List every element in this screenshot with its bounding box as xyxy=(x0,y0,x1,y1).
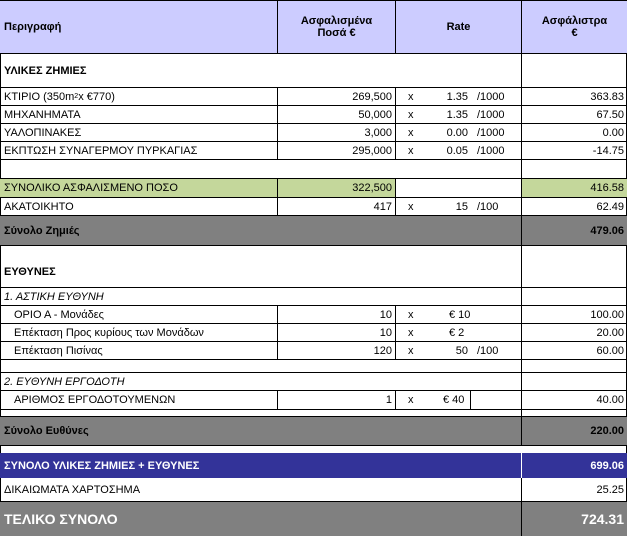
subtotal-liabilities-premium: 220.00 xyxy=(521,417,627,445)
row-x: x xyxy=(395,391,435,409)
row-rate: 15 xyxy=(455,200,468,213)
row-per xyxy=(471,324,521,341)
header-sums-line1: Ασφαλισμένα xyxy=(300,15,373,27)
row-sum: 50,000 xyxy=(277,106,395,123)
row-x: x xyxy=(395,88,435,105)
table-row xyxy=(0,124,627,142)
row-premium: 20.00 xyxy=(521,324,627,341)
table-row xyxy=(0,106,627,124)
row-premium: 0.00 xyxy=(521,124,627,141)
final-total-label: ΤΕΛΙΚΟ ΣΥΝΟΛΟ xyxy=(4,511,118,527)
subtotal-damages-label: Σύνολο Ζημιές xyxy=(4,224,80,237)
row-sum: 1 xyxy=(277,391,395,409)
row-sum: 10 xyxy=(277,324,395,341)
row-sum: 3,000 xyxy=(277,124,395,141)
row-per: /1000 xyxy=(477,144,505,157)
row-per: /1000 xyxy=(477,108,505,121)
header-description: Περιγραφή xyxy=(4,21,62,33)
row-per: /1000 xyxy=(477,90,505,103)
subtotal-damages-premium: 479.06 xyxy=(521,216,627,245)
subtotal-liabilities-label: Σύνολο Ευθύνες xyxy=(4,425,89,437)
desc-main: ΚΤΙΡΙΟ (350m xyxy=(4,90,75,103)
header-premium-line1: Ασφάλιστρα xyxy=(541,15,608,27)
row-sum: 417 xyxy=(277,198,395,215)
row-description: ΑΚΑΤΟΙΚΗΤΟ xyxy=(4,200,74,213)
row-x: x xyxy=(395,142,435,159)
header-rate: Rate xyxy=(395,1,521,53)
table-row xyxy=(0,391,627,410)
row-per: /1000 xyxy=(477,126,505,139)
spacer-row xyxy=(0,360,627,372)
row-x: x xyxy=(395,342,435,359)
total-insured-premium: 416.58 xyxy=(521,179,627,197)
total-insured-label: ΣΥΝΟΛΙΚΟ ΑΣΦΑΛΙΣΜΕΝΟ ΠΟΣΟ xyxy=(0,179,277,197)
row-rate: 1.35 xyxy=(446,90,468,103)
section-material-damage xyxy=(0,54,627,88)
stamp-duty-label: ΔΙΚΑΙΩΜΑΤΑ ΧΑΡΤΟΣΗΜΑ xyxy=(4,483,141,496)
row-description xyxy=(0,88,277,105)
subsection-civil xyxy=(0,288,627,306)
row-per: /100 xyxy=(477,344,499,357)
row-rate: € 2 xyxy=(449,326,465,339)
row-premium: 40.00 xyxy=(521,391,627,409)
header-premium-line2: € xyxy=(571,27,578,39)
row-per xyxy=(471,306,521,323)
row-rate: 50 xyxy=(455,344,468,357)
header-premium xyxy=(521,1,627,53)
desc-superscript: 2 xyxy=(74,93,79,100)
row-description: ΕΚΠΤΩΣΗ ΣΥΝΑΓΕΡΜΟΥ ΠΥΡΚΑΓΙΑΣ xyxy=(4,144,198,157)
subsection-employer xyxy=(0,372,627,391)
header-sums xyxy=(277,1,395,53)
total-insured-sum: 322,500 xyxy=(277,179,395,197)
section-title: ΥΛΙΚΕΣ ΖΗΜΙΕΣ xyxy=(4,64,87,77)
row-per: /100 xyxy=(477,200,499,213)
premium-blank xyxy=(521,373,627,390)
combined-total-label: ΣΥΝΟΛΟ ΥΛΙΚΕΣ ΖΗΜΙΕΣ + ΕΥΘΥΝΕΣ xyxy=(4,459,200,472)
stamp-duty-row xyxy=(0,478,627,502)
table-row xyxy=(0,142,627,160)
row-premium: 62.49 xyxy=(521,198,627,215)
row-premium: 363.83 xyxy=(521,88,627,105)
row-x: x xyxy=(395,306,435,323)
desc-tail: x €770) xyxy=(78,90,115,103)
total-insured-row xyxy=(0,179,627,198)
row-rate: € 40 xyxy=(435,391,471,409)
row-per xyxy=(471,391,521,409)
row-premium: -14.75 xyxy=(521,142,627,159)
row-description: ΜΗΧΑΝΗΜΑΤΑ xyxy=(4,108,81,121)
row-description: ΑΡΙΘΜΟΣ ΕΡΓΟΔΟΤΟΥΜΕΝΩΝ xyxy=(14,394,176,406)
premium-blank xyxy=(521,246,627,287)
row-description: ΥΑΛΟΠΙΝΑΚΕΣ xyxy=(4,126,82,139)
stamp-duty-premium: 25.25 xyxy=(521,478,627,501)
row-sum: 295,000 xyxy=(277,142,395,159)
row-description: ΟΡΙΟ Α - Μονάδες xyxy=(14,308,104,321)
row-x: x xyxy=(395,106,435,123)
header-row xyxy=(0,0,627,54)
subsection-title: 2. ΕΥΘΥΝΗ ΕΡΓΟΔΟΤΗ xyxy=(4,375,125,388)
table-row xyxy=(0,306,627,324)
subsection-title: 1. ΑΣΤΙΚΗ ΕΥΘΥΝΗ xyxy=(4,290,104,303)
spacer-row xyxy=(0,160,627,179)
section-liabilities xyxy=(0,246,627,288)
row-x: x xyxy=(395,198,435,215)
premium-blank xyxy=(521,288,627,305)
row-premium: 60.00 xyxy=(521,342,627,359)
row-rate: 0.05 xyxy=(446,144,468,157)
premium-blank xyxy=(521,54,627,87)
subtotal-damages-row xyxy=(0,216,627,246)
table-row xyxy=(0,88,627,106)
row-premium: 67.50 xyxy=(521,106,627,123)
row-sum: 269,500 xyxy=(277,88,395,105)
combined-total-row xyxy=(0,453,627,478)
final-total-premium: 724.31 xyxy=(521,502,627,536)
spacer-row xyxy=(0,446,627,453)
table-row xyxy=(0,342,627,360)
table-row xyxy=(0,198,627,216)
row-sum: 120 xyxy=(277,342,395,359)
row-rate: 1.35 xyxy=(446,108,468,121)
header-sums-line2: Ποσά € xyxy=(317,27,356,39)
row-description: Επέκταση Πισίνας xyxy=(14,344,103,357)
row-x: x xyxy=(395,324,435,341)
row-rate: 0.00 xyxy=(446,126,468,139)
section-title: ΕΥΘΥΝΕΣ xyxy=(4,265,56,278)
row-rate: € 10 xyxy=(449,308,471,321)
row-premium: 100.00 xyxy=(521,306,627,323)
premium-blank xyxy=(521,360,627,372)
row-sum: 10 xyxy=(277,306,395,323)
row-x: x xyxy=(395,124,435,141)
rate-blank xyxy=(395,179,521,197)
final-total-row xyxy=(0,502,627,536)
subtotal-liabilities-row xyxy=(0,416,627,446)
combined-total-premium: 699.06 xyxy=(521,453,627,478)
premium-blank xyxy=(521,160,627,178)
row-description: Επέκταση Προς κυρίους των Μονάδων xyxy=(14,326,204,339)
table-row xyxy=(0,324,627,342)
